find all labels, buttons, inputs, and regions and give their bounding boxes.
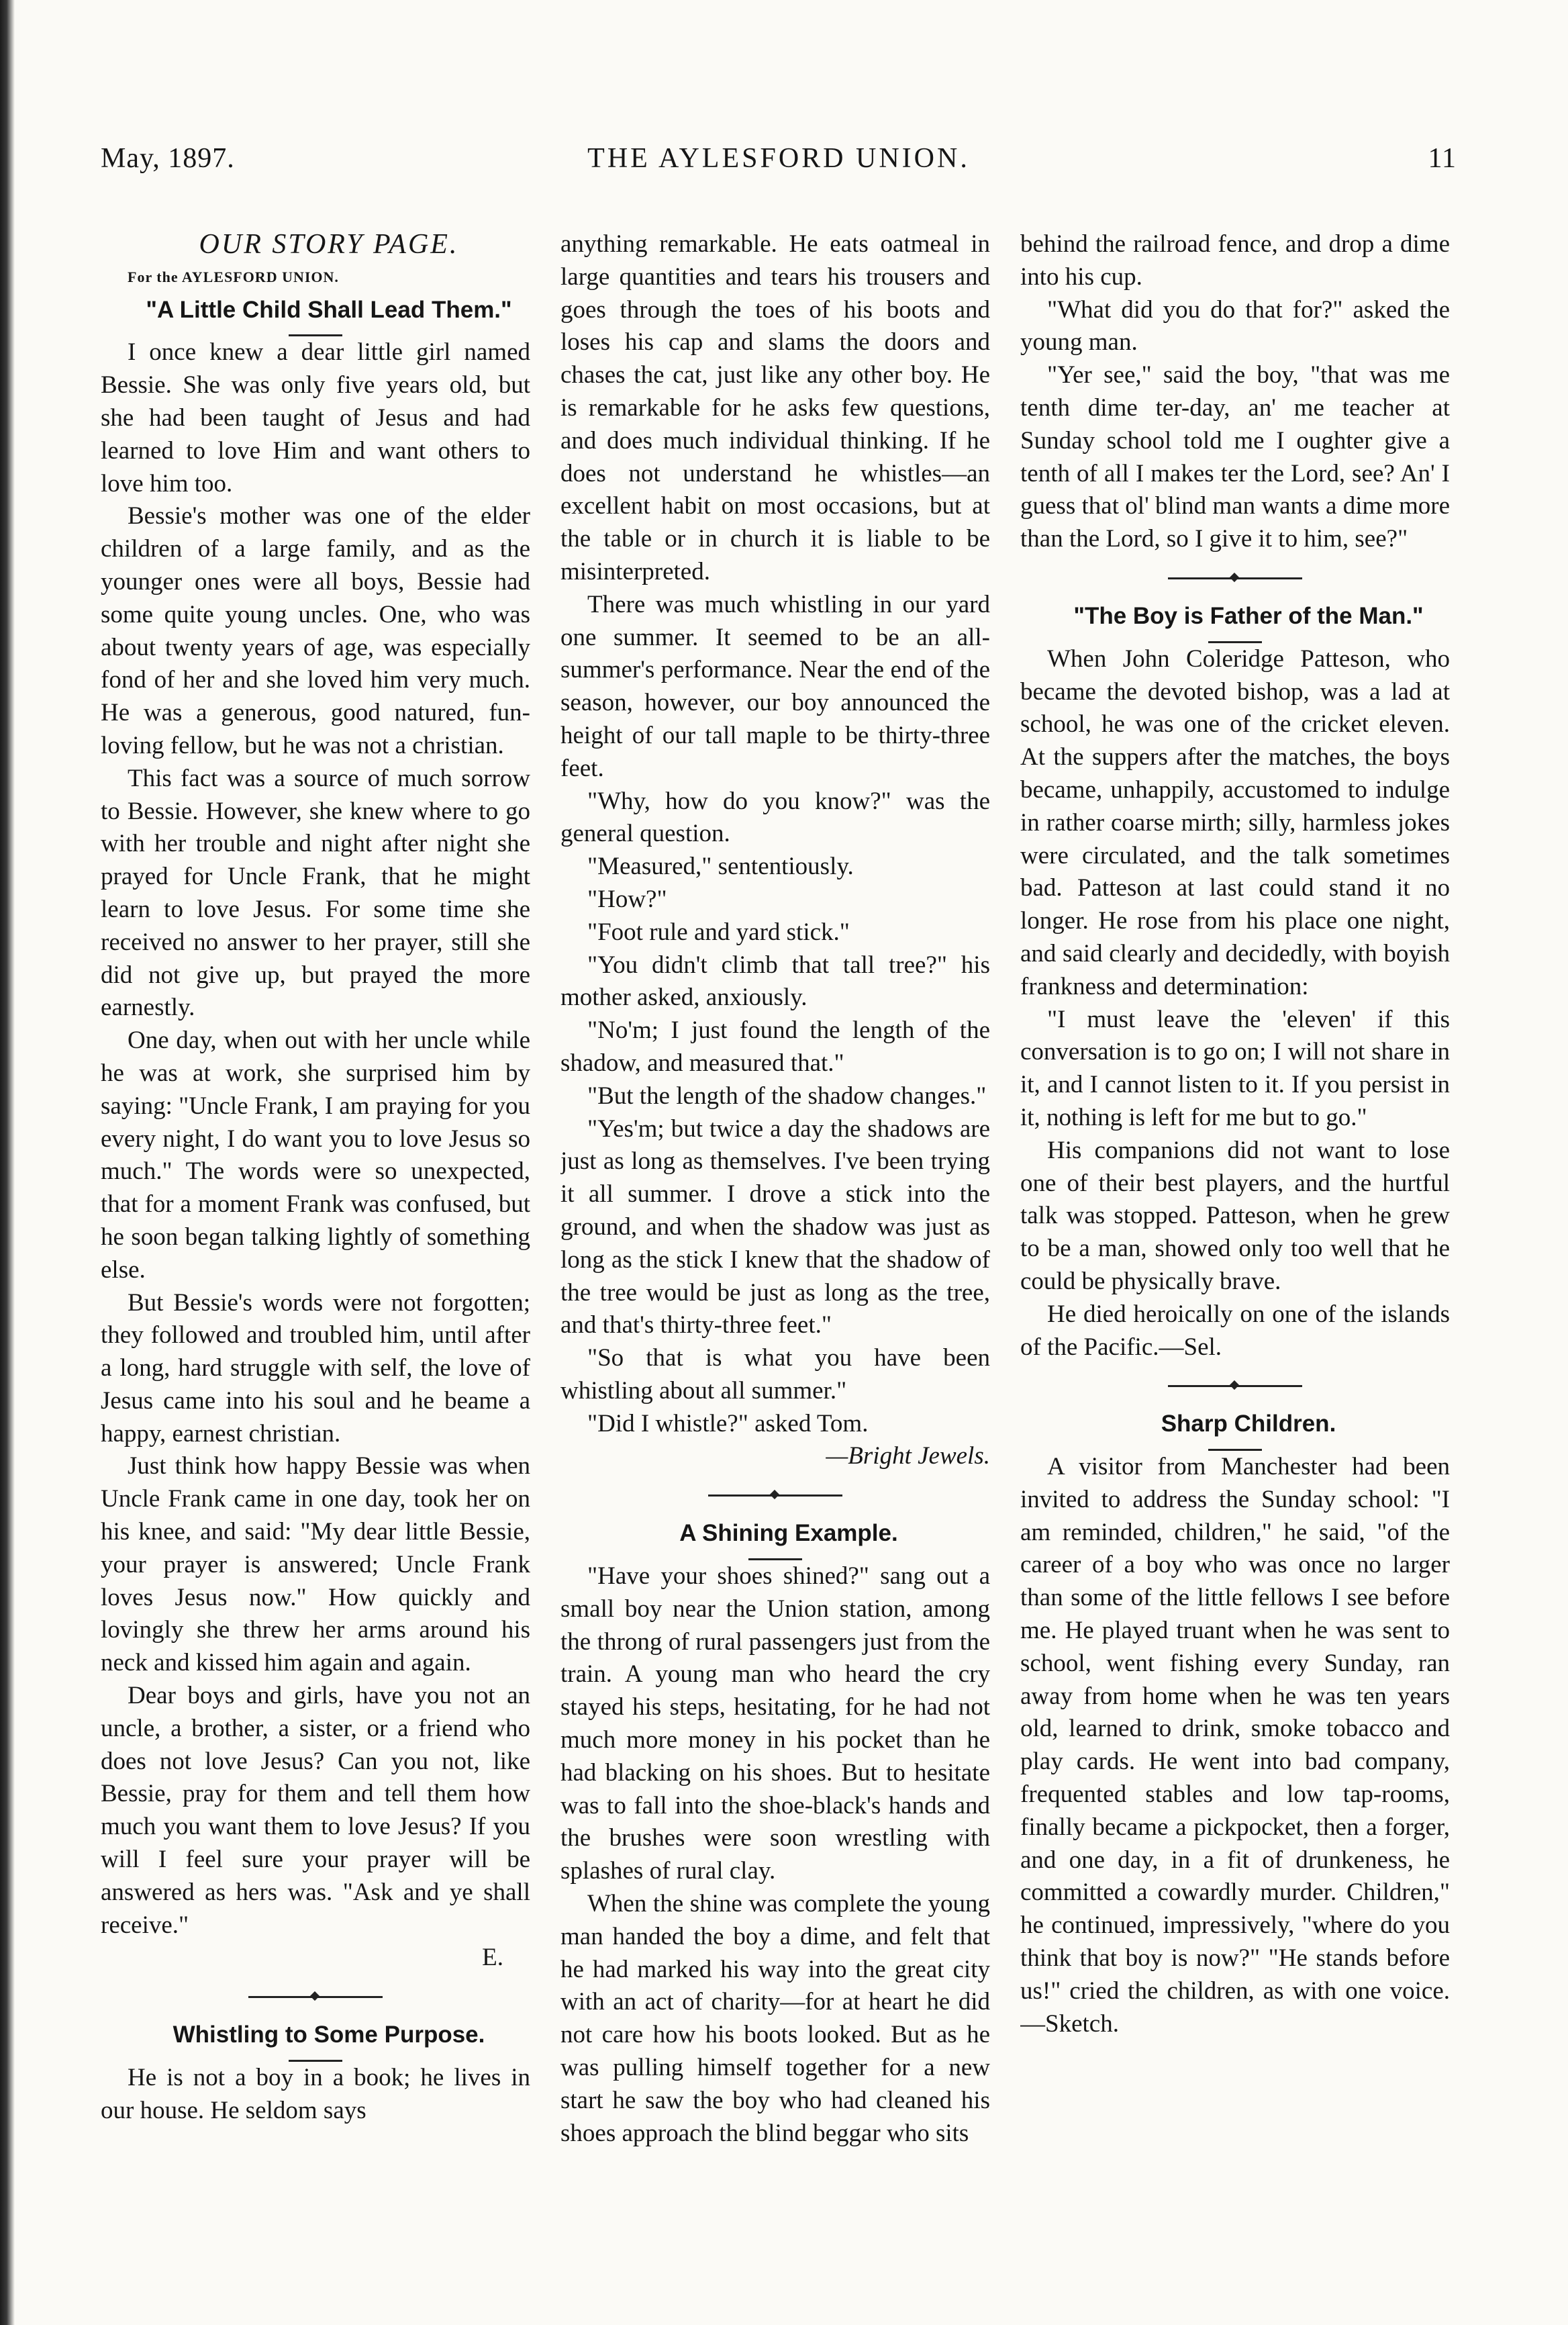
section-divider: [1020, 1376, 1450, 1396]
running-head: [101, 142, 1457, 196]
story-credit: For the AYLESFORD UNION.: [128, 268, 339, 285]
story-paragraph: I once knew a dear little girl named Bessie. She was only five years old, but she had been taught of Jesus and had learned to love Him and want others to love him too.: [101, 338, 530, 497]
story-paragraph: anything remarkable. He eats oatmeal in large quantities and tears his trousers and goes through the toes of his boots and loses his cap and slams the doors and chases the cat, just like any other boy. He is remarkable for he asks few questions, and does much individual thinking. If he does not understand he whistles—an excellent habit on most occasions, but at the table or in church it is liable to be misinterpreted.: [560, 230, 990, 585]
column-1: [101, 228, 530, 2222]
story-paragraph: "I must leave the 'eleven' if this conversation is to go on; I will not share in it, and I cannot listen to it. If you persist in it, nothing is left for me but to go.": [1020, 1005, 1450, 1131]
story-title: Whistling to Some Purpose.: [101, 2019, 530, 2062]
story-paragraph: "Yes'm; but twice a day the shadows are just as long as themselves. I've been trying it all summer. I drove a stick into the ground, and when the shadow was just as long as the stick I knew that the shadow of the tree would be just as long as the tree, and that's thirty-three feet.": [560, 1114, 990, 1339]
story-paragraph: "You didn't climb that tall tree?" his mother asked, anxiously.: [560, 951, 990, 1012]
story-paragraph: A visitor from Manchester had been invited to address the Sunday school: "I am reminded, children," he said, "of the career of a boy who was once no larger than some of the little fellows I see before me. He played truant when he was sent to school, went fishing every Sunday, ran away from home when he was ten years old, learned to drink, smoke tobacco and play cards. He went into bad company, frequented stables and low tap-rooms, finally became a pickpocket, then a forger, and one day, in a fit of drunkeness, he committed a cowardly murder. Children," he continued, impressively, "where do you think that boy is now?" "He stands before us!" cried the children, as with one voice.—Sketch.: [1020, 1453, 1450, 2038]
story-paragraph: "How?": [587, 885, 667, 913]
story-paragraph: But Bessie's words were not forgotten; they followed and troubled him, until after a long, hard struggle with self, the love of Jesus came into his soul and he beame a happy, earnest christian.: [101, 1288, 530, 1448]
story-paragraph: "What did you do that for?" asked the young man.: [1020, 295, 1450, 357]
story-paragraph: "Measured," sententiously.: [587, 853, 854, 881]
story-paragraph: When the shine was complete the young man handed the boy a dime, and felt that he had marked his way into the great city with an act of charity—for at heart he did not care how his boots looked. But as he was pulling himself together for a new start he saw the boy who had cleaned his shoes approach the blind beggar who sits: [560, 1890, 990, 2147]
story-paragraph: "Did I whistle?" asked Tom.: [587, 1409, 869, 1437]
story-paragraph: This fact was a source of much sorrow to Bessie. However, she knew where to go with her trouble and night after night she prayed for Uncle Frank, that he might learn to love Jesus. For some time she received no answer to her prayer, still she did not give up, but prayed the more earnestly.: [101, 764, 530, 1022]
author-initial: E.: [482, 1944, 503, 1972]
issue-date: May, 1897.: [101, 143, 235, 174]
story-paragraph: He died heroically on one of the islands of the Pacific.—Sel.: [1020, 1300, 1450, 1361]
binding-edge: [0, 0, 15, 2325]
story-title: Sharp Children.: [1020, 1408, 1450, 1451]
story-paragraph: His companions did not want to lose one of their best players, and the hurtful talk was stopped. Patteson, when he grew to be a man, showed only too well that he could be physically brave.: [1020, 1136, 1450, 1295]
section-divider: [101, 1987, 530, 2007]
story-paragraph: There was much whistling in our yard one summer. It seemed to be an all-summer's performance. Near the end of the season, however, our boy announced the height of our tall maple to be thirty-three feet.: [560, 590, 990, 782]
story-title: "The Boy is Father of the Man.": [1020, 600, 1450, 643]
story-paragraph: behind the railroad fence, and drop a dime into his cup.: [1020, 230, 1450, 291]
column-2: [560, 228, 990, 2222]
story-source: —Bright Jewels.: [826, 1442, 990, 1470]
story-paragraph: Just think how happy Bessie was when Uncle Frank came in one day, took her on his knee, and said: "My dear little Bessie, your prayer is answered; Uncle Frank loves Jesus now." How quickly and lovingly she threw her arms around his neck and kissed him again and again.: [101, 1452, 530, 1677]
story-paragraph: "Why, how do you know?" was the general question.: [560, 787, 990, 848]
story-title: A Shining Example.: [560, 1517, 990, 1560]
story-paragraph: One day, when out with her uncle while he was at work, she surprised him by saying: "Uncle Frank, I am praying for you every night, I do want you to love Jesus so much." The words were so unexpected, that for a moment Frank was confused, but he soon began talking lightly of something else.: [101, 1027, 530, 1284]
story-paragraph: "So that is what you have been whistling about all summer.": [560, 1344, 990, 1405]
story-paragraph: He is not a boy in a book; he lives in our house. He seldom says: [101, 2064, 530, 2124]
publication-title: THE AYLESFORD UNION.: [587, 143, 970, 174]
section-heading: OUR STORY PAGE.: [199, 229, 459, 260]
story-title: "A Little Child Shall Lead Them.": [101, 294, 530, 337]
story-paragraph: "Have your shoes shined?" sang out a small boy near the Union station, among the throng of rural passengers just from the train. A young man who heard the cry stayed his steps, hesitating, for he had not much more money in his pocket than he had blacking on his shoes. But to hesitate was to fall into the shoe-black's hands and the brushes were soon wrestling with splashes of rural clay.: [560, 1562, 990, 1885]
section-divider: [560, 1485, 990, 1505]
page-number: 11: [1428, 143, 1457, 174]
story-paragraph: Bessie's mother was one of the elder children of a large family, and as the younger ones were all boys, Bessie had some quite young uncles. One, who was about twenty years of age, was especially fond of her and she loved him very much. He was a generous, good natured, fun-loving fellow, but he was not a christian.: [101, 502, 530, 759]
story-paragraph: "But the length of the shadow changes.": [587, 1082, 987, 1110]
story-paragraph: "No'm; I just found the length of the shadow, and measured that.": [560, 1016, 990, 1077]
section-divider: [1020, 568, 1450, 588]
story-paragraph: Dear boys and girls, have you not an uncle, a brother, a sister, or a friend who does not love Jesus? Can you not, like Bessie, pray for them and tell them how much you want them to love Jesus? If you will I feel sure your prayer will be answered as hers was. "Ask and ye shall receive.": [101, 1682, 530, 1939]
story-paragraph: When John Coleridge Patteson, who became the devoted bishop, was a lad at school, he was one of the cricket eleven. At the suppers after the matches, the boys became, unhappily, accustomed to indulge in rather coarse mirth; silly, harmless jokes were circulated, and the talk sometimes bad. Patteson at last could stand it no longer. He rose from his place one night, and said clearly and decidedly, with boyish frankness and determination:: [1020, 645, 1450, 1000]
story-paragraph: "Yer see," said the boy, "that was me tenth dime ter-day, an' me teacher at Sunday school told me I oughter give a tenth of all I makes ter the Lord, see? An' I guess that ol' blind man wants a dime more than the Lord, so I give it to him, see?": [1020, 361, 1450, 553]
story-paragraph: "Foot rule and yard stick.": [587, 918, 850, 946]
column-3: [1020, 228, 1450, 2222]
